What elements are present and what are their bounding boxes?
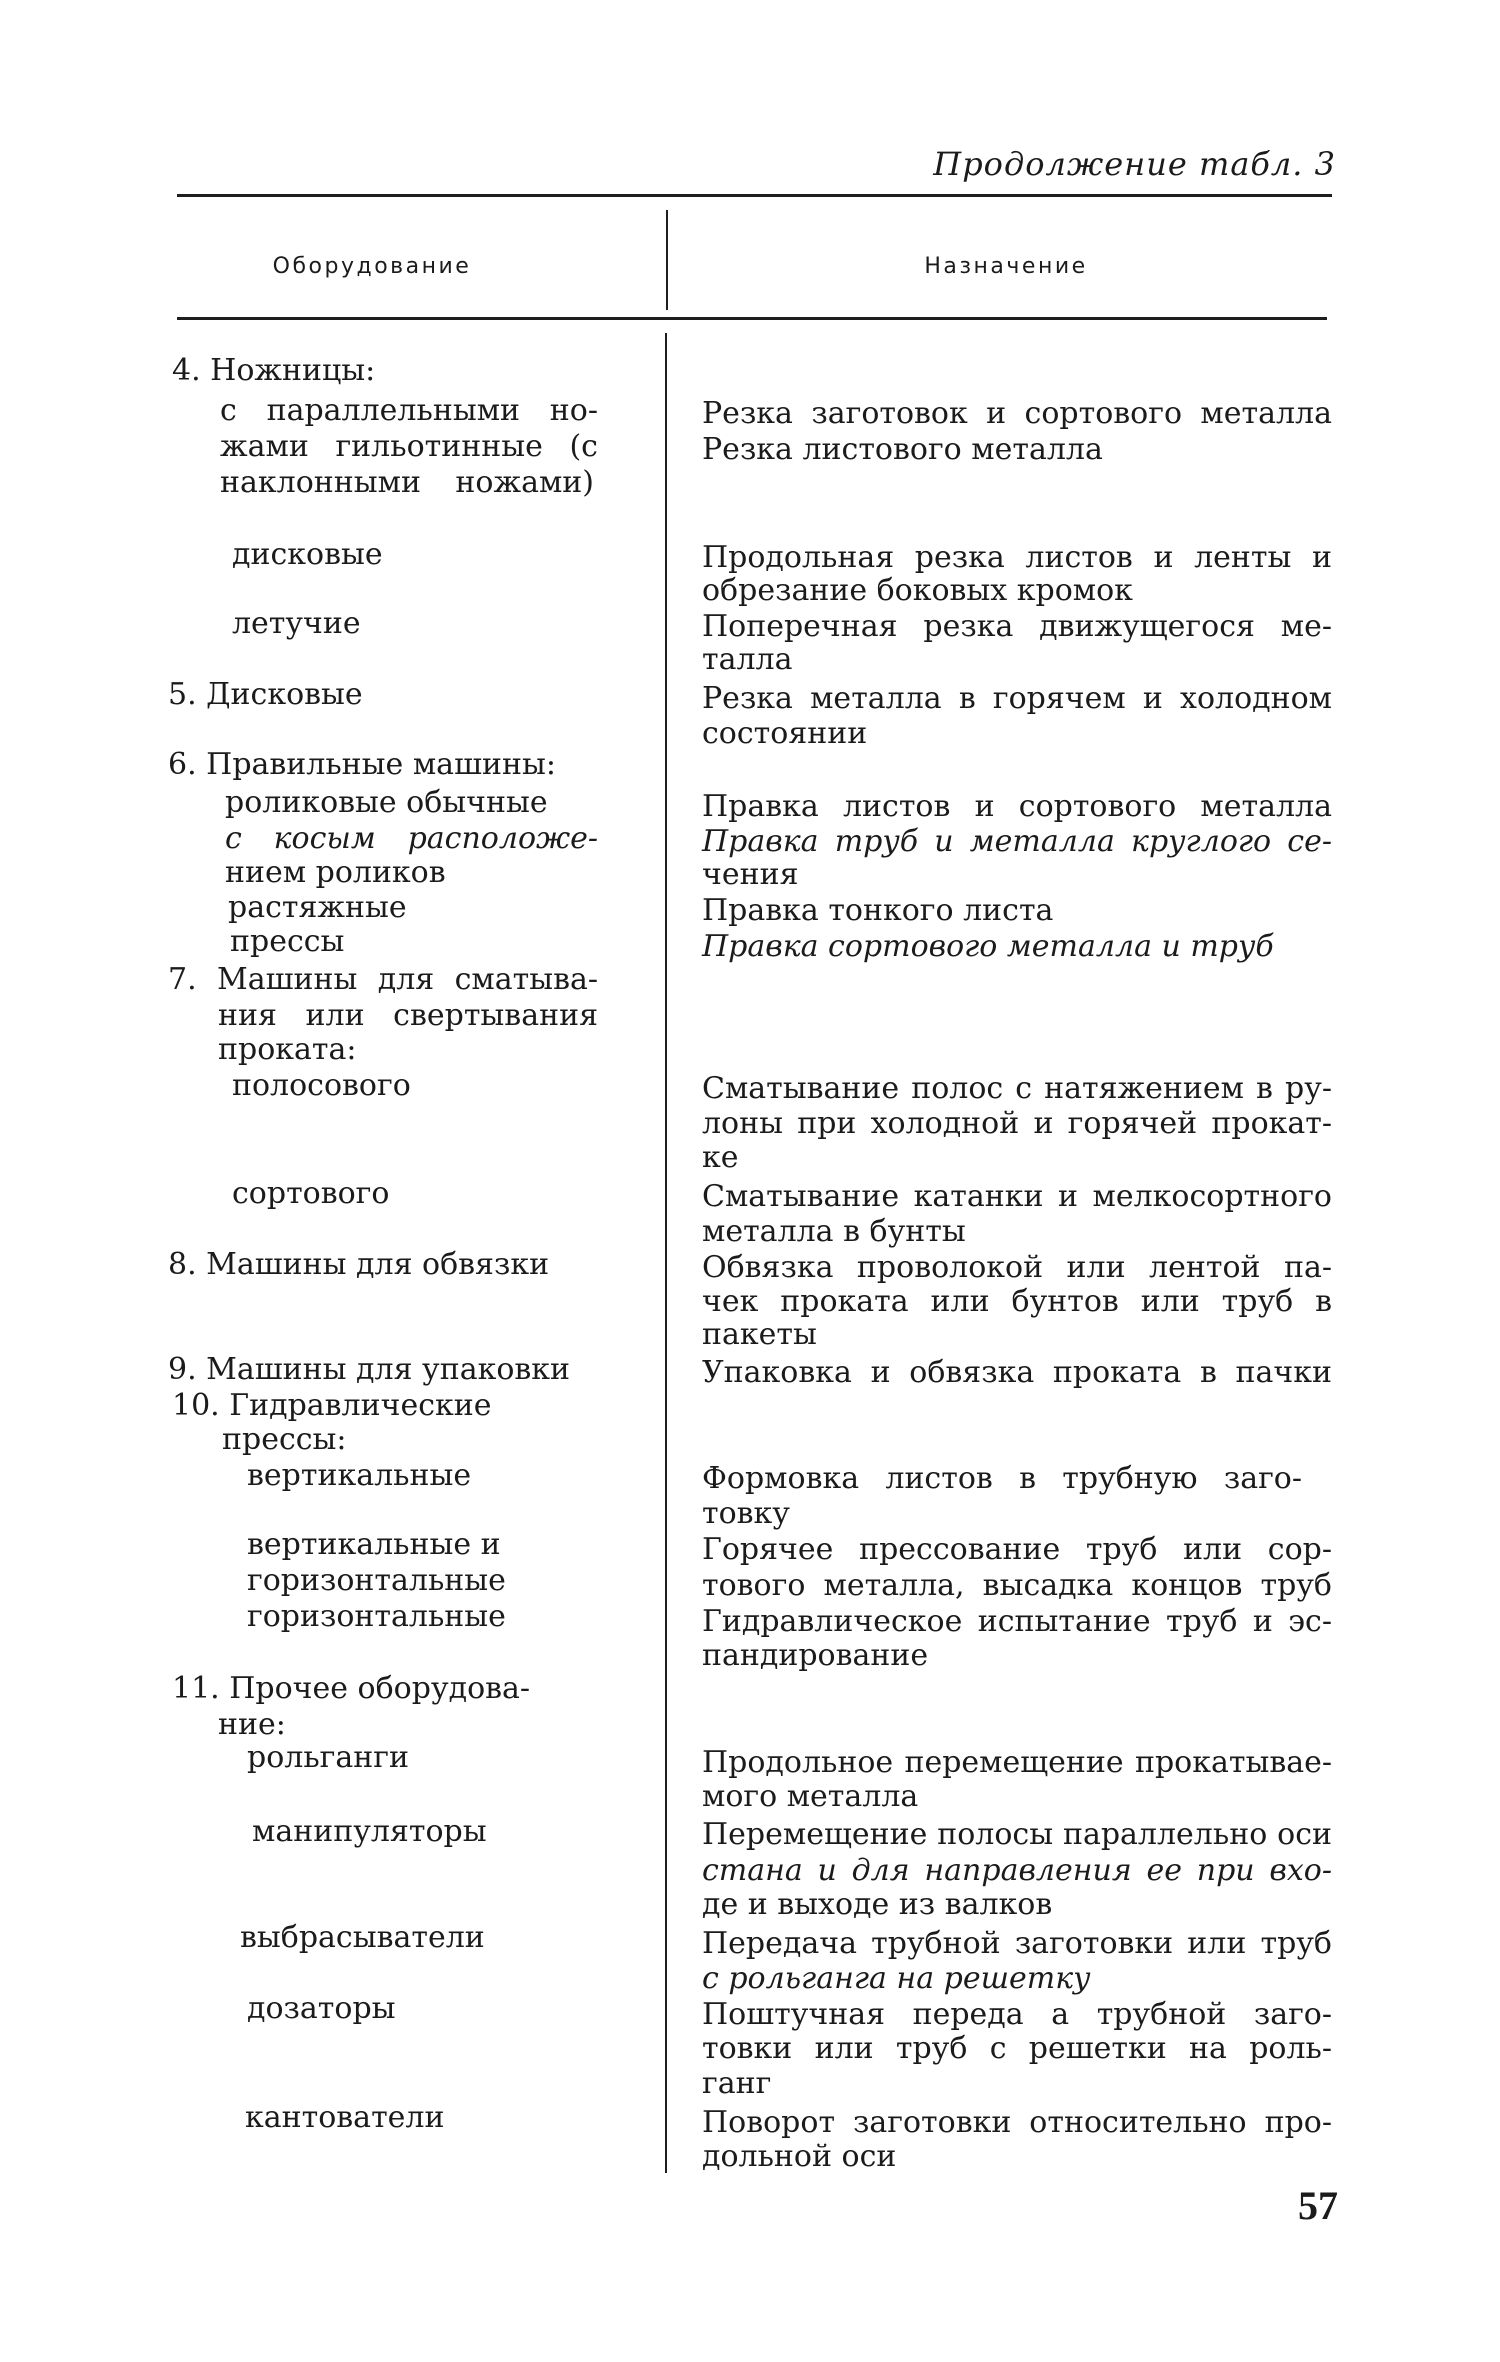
equipment-line: горизонтальные bbox=[247, 1599, 506, 1634]
purpose-line: пакеты bbox=[702, 1317, 817, 1352]
equipment-line: ния или свертывания bbox=[218, 998, 598, 1033]
equipment-line: манипуляторы bbox=[252, 1814, 487, 1849]
equipment-line: выбрасыватели bbox=[240, 1920, 485, 1955]
purpose-line: Поперечная резка движущегося ме- bbox=[702, 609, 1332, 644]
equipment-line: 11. Прочее оборудова- bbox=[172, 1671, 531, 1706]
purpose-line: стана и для направления ее при вхо- bbox=[702, 1853, 1332, 1888]
page-number: 57 bbox=[1298, 2183, 1338, 2228]
purpose-line: пандирование bbox=[702, 1638, 929, 1673]
purpose-line: Продольное перемещение прокатывае- bbox=[702, 1745, 1332, 1780]
equipment-line: дисковые bbox=[232, 537, 383, 572]
equipment-line: дозаторы bbox=[247, 1991, 396, 2026]
equipment-line: горизонтальные bbox=[247, 1563, 506, 1598]
purpose-line: состоянии bbox=[702, 716, 868, 751]
equipment-line: вертикальные и bbox=[247, 1527, 501, 1562]
equipment-line: наклонными ножами) bbox=[220, 465, 594, 500]
equipment-line: растяжные bbox=[228, 890, 407, 925]
header-bottom-rule bbox=[177, 317, 1327, 320]
equipment-line: жами гильотинные (с bbox=[220, 429, 598, 464]
equipment-line: ние: bbox=[218, 1707, 286, 1742]
purpose-line: Поштучная переда а трубной заго- bbox=[702, 1997, 1332, 2032]
purpose-line: Резка металла в горячем и холодном bbox=[702, 681, 1332, 716]
purpose-line: Сматывание катанки и мелкосортного bbox=[702, 1179, 1332, 1214]
purpose-line: ганг bbox=[702, 2066, 772, 2101]
purpose-line: Продольная резка листов и ленты и bbox=[702, 540, 1332, 575]
table-top-rule bbox=[177, 194, 1332, 197]
purpose-line: обрезание боковых кромок bbox=[702, 573, 1133, 608]
column-header-purpose: Назначение bbox=[924, 254, 1088, 279]
purpose-line: мого металла bbox=[702, 1779, 919, 1814]
purpose-line: Горячее прессование труб или сор- bbox=[702, 1532, 1332, 1567]
purpose-line: тового металла, высадка концов труб bbox=[702, 1568, 1332, 1603]
equipment-line: 10. Гидравлические bbox=[172, 1388, 492, 1423]
purpose-line: Передача трубной заготовки или труб bbox=[702, 1926, 1332, 1961]
purpose-line: Правка листов и сортового металла bbox=[702, 789, 1332, 824]
purpose-line: Правка труб и металла круглого се- bbox=[702, 824, 1332, 859]
purpose-line: Перемещение полосы параллельно оси bbox=[702, 1817, 1332, 1852]
equipment-line: 9. Машины для упаковки bbox=[168, 1352, 571, 1387]
purpose-line: Правка тонкого листа bbox=[702, 893, 1054, 928]
equipment-line: с косым расположе- bbox=[225, 821, 598, 856]
equipment-line: кантователи bbox=[245, 2100, 445, 2135]
purpose-line: чек проката или бунтов или труб в bbox=[702, 1284, 1332, 1319]
purpose-line: де и выходе из валков bbox=[702, 1887, 1053, 1922]
purpose-line: Правка сортового металла и труб bbox=[702, 929, 1274, 964]
header-column-divider bbox=[666, 210, 668, 310]
purpose-line: ке bbox=[702, 1140, 739, 1175]
equipment-line: сортового bbox=[232, 1176, 390, 1211]
equipment-line: рольганги bbox=[247, 1740, 409, 1775]
purpose-line: Формовка листов в трубную заго- bbox=[702, 1461, 1302, 1496]
equipment-line: нием роликов bbox=[225, 855, 446, 890]
purpose-line: Резка листового металла bbox=[702, 432, 1103, 467]
equipment-line: прессы bbox=[230, 924, 345, 959]
purpose-line: товку bbox=[702, 1496, 790, 1531]
equipment-line: вертикальные bbox=[247, 1458, 472, 1493]
equipment-line: 6. Правильные машины: bbox=[168, 747, 556, 782]
purpose-line: лоны при холодной и горячей прокат- bbox=[702, 1106, 1332, 1141]
equipment-line: с параллельными но- bbox=[220, 393, 598, 428]
equipment-line: 5. Дисковые bbox=[168, 677, 363, 712]
purpose-line: дольной оси bbox=[702, 2139, 897, 2174]
column-header-equipment: Оборудование bbox=[272, 254, 472, 279]
purpose-line: металла в бунты bbox=[702, 1214, 966, 1249]
equipment-line: летучие bbox=[232, 606, 361, 641]
equipment-line: проката: bbox=[218, 1032, 357, 1067]
purpose-line: товки или труб с решетки на роль- bbox=[702, 2031, 1332, 2066]
purpose-line: талла bbox=[702, 642, 793, 677]
purpose-line: Поворот заготовки относительно про- bbox=[702, 2105, 1332, 2140]
purpose-line: Гидравлическое испытание труб и эс- bbox=[702, 1604, 1332, 1639]
purpose-line: с рольганга на решетку bbox=[702, 1961, 1091, 1996]
purpose-line: Обвязка проволокой или лентой па- bbox=[702, 1250, 1332, 1285]
equipment-line: 7. Машины для сматыва- bbox=[168, 962, 598, 997]
purpose-line: чения bbox=[702, 857, 799, 892]
equipment-line: 8. Машины для обвязки bbox=[168, 1247, 550, 1282]
table-continuation-caption: Продолжение табл. 3 bbox=[933, 145, 1336, 183]
purpose-line: Резка заготовок и сортового металла bbox=[702, 396, 1332, 431]
purpose-line: Упаковка и обвязка проката в пачки bbox=[702, 1355, 1332, 1390]
equipment-line: 4. Ножницы: bbox=[172, 353, 376, 388]
purpose-line: Сматывание полос с натяжением в ру- bbox=[702, 1071, 1332, 1106]
equipment-line: роликовые обычные bbox=[225, 785, 548, 820]
body-column-divider bbox=[665, 333, 667, 2173]
equipment-line: прессы: bbox=[222, 1422, 347, 1457]
equipment-line: полосового bbox=[232, 1068, 411, 1103]
